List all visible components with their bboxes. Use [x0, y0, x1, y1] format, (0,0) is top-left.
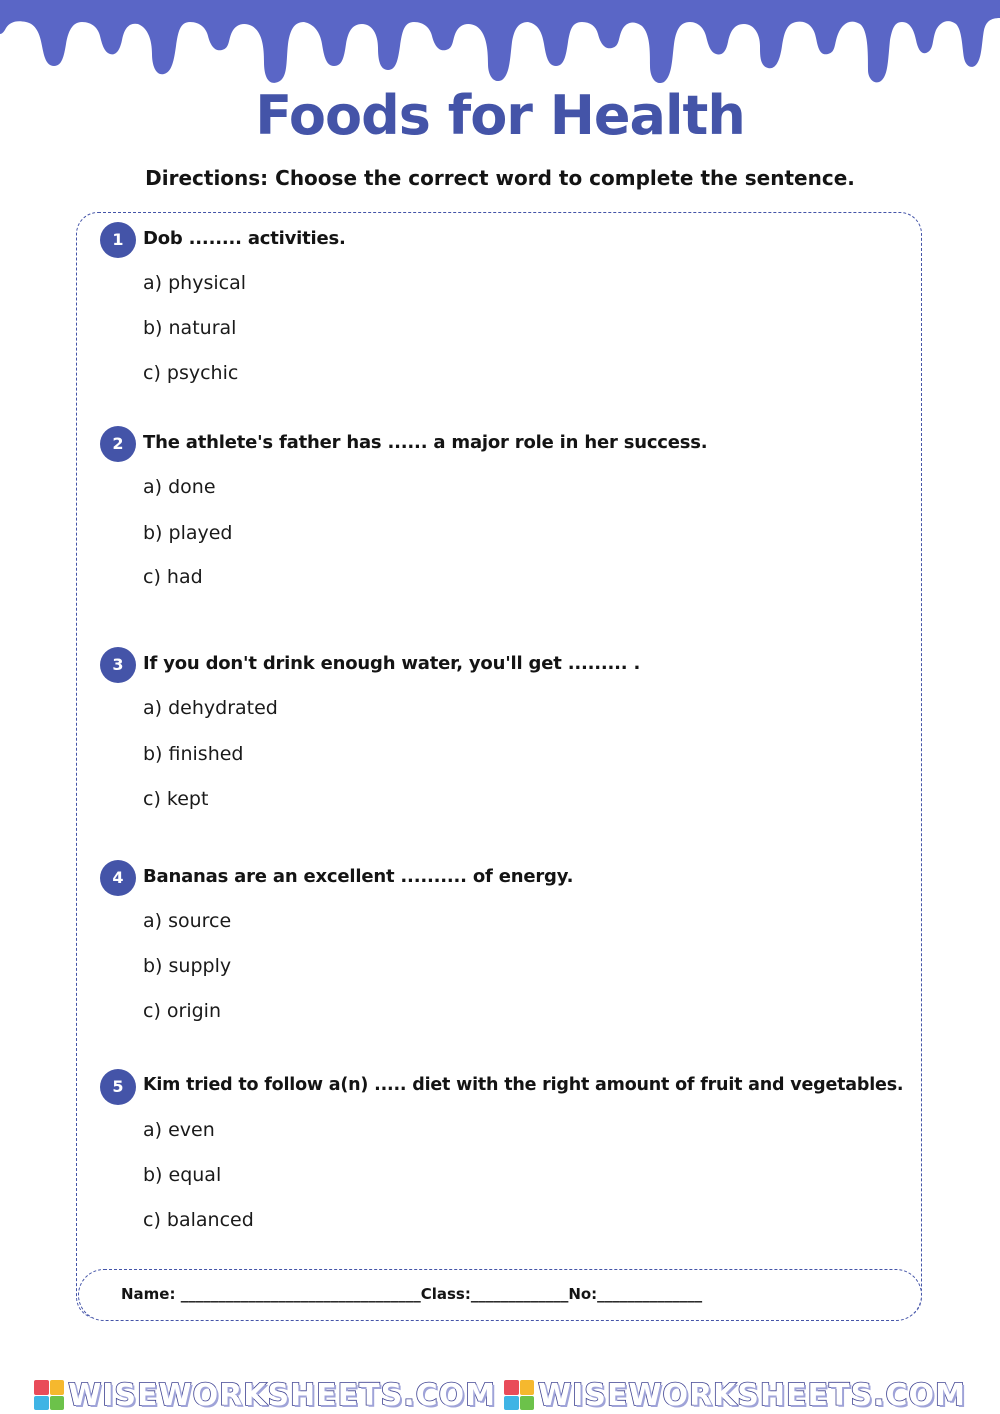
question-number-badge: 2 [100, 426, 136, 462]
option-c[interactable]: c) kept [143, 788, 209, 810]
question-text: Kim tried to follow a(n) ..... diet with the right amount of fruit and vegetables. [143, 1075, 904, 1095]
option-a[interactable]: a) done [143, 476, 216, 498]
option-b[interactable]: b) supply [143, 955, 232, 977]
watermark-text: WISEWORKSHEETS.COM [538, 1377, 966, 1413]
question-number-badge: 5 [100, 1069, 136, 1105]
option-a[interactable]: a) physical [143, 272, 246, 294]
option-c[interactable]: c) psychic [143, 362, 239, 384]
question-2 [100, 426, 930, 588]
wiseworksheets-logo-icon [34, 1380, 64, 1410]
wiseworksheets-logo-icon [504, 1380, 534, 1410]
drip-decoration [0, 0, 1000, 83]
option-c[interactable]: c) balanced [143, 1209, 254, 1231]
question-text: Dob ........ activities. [143, 228, 346, 249]
option-b[interactable]: b) natural [143, 317, 237, 339]
question-text: Bananas are an excellent .......... of energy. [143, 866, 574, 887]
option-c[interactable]: c) origin [143, 1000, 221, 1022]
option-a[interactable]: a) dehydrated [143, 697, 278, 719]
question-text: The athlete's father has ...... a major role in her success. [143, 432, 708, 453]
question-number-badge: 4 [100, 860, 136, 896]
question-number-badge: 1 [100, 222, 136, 258]
watermark-item [504, 1378, 966, 1413]
option-b[interactable]: b) finished [143, 743, 244, 765]
directions-text: Directions: Choose the correct word to complete the sentence. [145, 166, 855, 190]
option-a[interactable]: a) even [143, 1119, 215, 1141]
watermark-text: WISEWORKSHEETS.COM [68, 1377, 496, 1413]
option-c[interactable]: c) had [143, 566, 203, 588]
paint-drip-banner [0, 0, 1000, 90]
question-4 [100, 860, 930, 1022]
question-number-badge: 3 [100, 647, 136, 683]
name-class-no-fields[interactable]: Name: ________________________________Class:_____________No:______________ [121, 1285, 703, 1303]
question-text: If you don't drink enough water, you'll get ......... . [143, 653, 641, 674]
question-5 [100, 1069, 930, 1231]
question-3 [100, 647, 930, 810]
question-1 [100, 222, 930, 384]
watermark-strip [0, 1376, 1000, 1414]
option-b[interactable]: b) played [143, 522, 233, 544]
watermark-item [34, 1378, 496, 1413]
student-info-bar [78, 1269, 922, 1321]
option-a[interactable]: a) source [143, 910, 232, 932]
option-b[interactable]: b) equal [143, 1164, 222, 1186]
page-title: Foods for Health [255, 84, 745, 147]
